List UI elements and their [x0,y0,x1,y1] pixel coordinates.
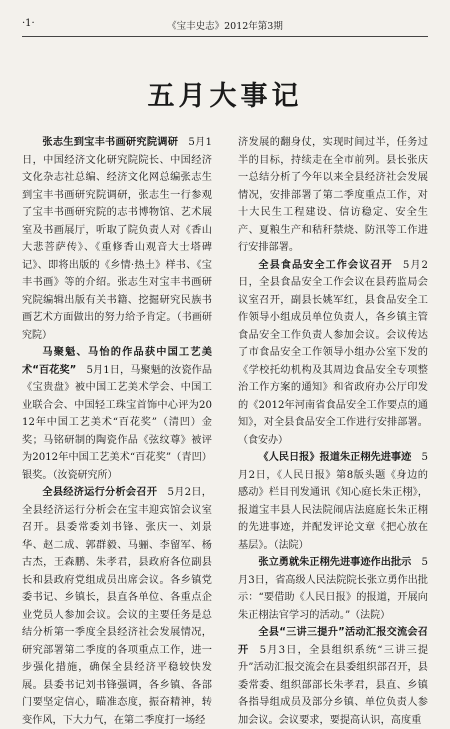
page-header [22,16,428,34]
article-head: 全县“三讲三提升”活动汇报交流会召开 [238,627,428,656]
article-head: 马聚魁、马怡的作品获中国工艺美术“百花奖” [22,347,212,376]
article-body: 济发展的翻身仗，实现时间过半，任务过半的目标，持续走在全市前列。县长张庆一总结分析了今年以来全县经济社会发展情况，安排部署了第二季度重点工作，对十大民生工程建设、信访稳定、安全生产、夏粮生产和秸秆禁烧、防汛等工作进行安排部署。 [238,137,428,253]
article-source: （书画研究院） [22,312,213,341]
article-continued [238,134,428,257]
article-heading-3 [22,484,212,729]
article-body: 5月2日，全县食品安全工作会议在县药监局会议室召开，副县长姚军红，县食品安全工作领导小组成员单位负责人，各乡镇主管食品安全工作负责人参加会议。会议传达了市食品安全工作领导小组办公室下发的《学校托幼机构及其周边食品安全专项整治工作方案的通知》和省政府办公厅印发的《2012年河南省食品安全工作要点的通知》，对全县食品安全工作进行安排部署。 [238,259,428,428]
article-head: 张立勇就朱正栩先进事迹作出批示 [258,557,422,568]
article-body: 5月1日，中国经济文化研究院院长、中国经济文化杂志社总编、经济文化网总编张志生到宝丰书画研究院调研，张志生一行参观了宝丰书画研究院的志书博物馆、艺术展室及书画展厅，听取了院负责人对《香山大悲菩萨传》、《重修香山观音大士塔碑记》、即将出版的《乡情·热土》样书、《宝丰书画》等的介绍。张志生对宝丰书画研究院编辑出版有关书籍、挖掘研究民族书画艺术方面做出的努力给予肯定。 [22,137,213,323]
article-head: 全县食品安全工作会议召开 [258,259,403,271]
article-source: （法院） [350,609,391,621]
article-source: （汝瓷研究所） [52,469,118,481]
article-heading-5 [238,449,428,554]
header-rule [22,36,428,37]
article-source: （法院） [273,539,309,551]
article-heading-7 [238,624,428,729]
article-body: 5月2日，全县经济运行分析会在宝丰迎宾馆会议室召开。县委常委刘书锋、张庆一、刘景华、赵二成、郭群毅、马骊、李留军、杨古杰，王森鹏、朱孝君，县政府各位副县长和县政府党组成员出席会议。各乡镇党委书记、乡镇长，县直各单位、各重点企业党员人参加会议。会议的主要任务是总结分析第一季度全县经济社会发展情况，研究部署第二季度的各项重点工作，进一步强化措施，确保全县经济平稳较快发展。县委书记刘书锋强调，各乡镇、各部门要坚定信心，瞄准态度，振奋精神，转变作风，下大力气，在第二季度打一场经 [22,487,212,726]
article-body: 5月1日，马聚魁的汝瓷作品《宝贵盘》被中国工艺美术学会、中国工业联合会、中国轻工珠宝首饰中心评为2012年中国工艺美术“百花奖”（清凹）金奖；马铭研制的陶瓷作品《弦纹尊》被评为2012年中国工艺美术“百花奖”（青凹）银奖。 [22,364,213,481]
article-head: 全县经济运行分析会召开 [42,487,168,498]
right-column [238,134,428,729]
article-heading-2 [22,344,212,484]
article-source: （食安办） [238,434,288,446]
article-heading-1 [22,134,212,344]
journal-title: 《宝丰史志》2012年第3期 [167,21,283,32]
article-heading-6 [238,554,428,624]
article-body: 5月3日，省高级人民法院院长张立勇作出批示：“要借助《人民日报》的报道，开展向朱正栩法官学习的活动。” [238,557,428,621]
article-body: 5月3日，全县组织系统“三讲三提升”活动汇报交流会在县委组织部召开，县委常委、组织部部长朱孝君，县直、乡镇各指导组成员及部分乡镇、单位负责人参加会议。会议要求，要提高认识，高度重 [238,644,429,726]
article-head: 《人民日报》报道朱正栩先进事迹 [258,452,422,463]
article-body: 5月2日，《人民日报》第8版头题《身边的感动》栏目刊发通讯《知心庭长朱正栩》，报道宝丰县人民法院闹店法庭庭长朱正栩的先进事迹，并配发评论文章《把心放在基层》。 [238,452,428,551]
article-heading-4 [238,257,428,450]
article-head: 张志生到宝丰书画研究院调研 [42,137,189,148]
left-column [22,134,212,729]
page-number: ·1· [22,18,35,29]
page-title: 五月大事记 [147,81,303,112]
